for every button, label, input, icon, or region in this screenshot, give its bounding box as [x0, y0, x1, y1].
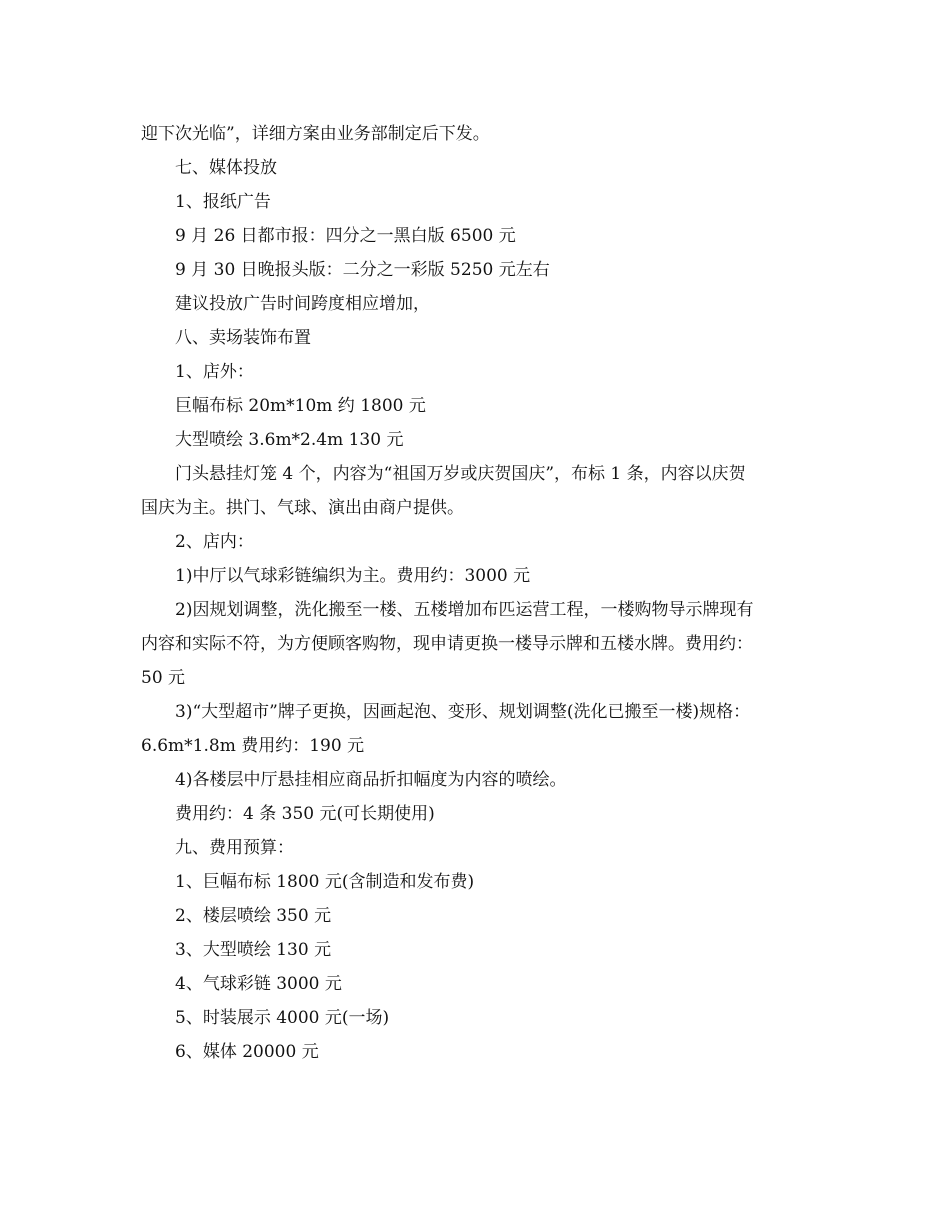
document-body — [141, 117, 811, 1069]
paragraph-line: 1)中厅以气球彩链编织为主。费用约：3000 元 — [175, 566, 531, 586]
budget-item: 6、媒体 20000 元 — [175, 1042, 319, 1062]
paragraph-line: 大型喷绘 3.6m*2.4m 130 元 — [175, 430, 404, 450]
paragraph-line: 1、报纸广告 — [175, 192, 271, 212]
paragraph-line: 建议投放广告时间跨度相应增加， — [175, 294, 430, 314]
paragraph-line: 费用约：4 条 350 元(可长期使用) — [175, 804, 435, 824]
paragraph-line: 9 月 26 日都市报：四分之一黑白版 6500 元 — [175, 226, 516, 246]
section-heading-media: 七、媒体投放 — [175, 158, 277, 178]
section-heading-budget: 九、费用预算： — [175, 838, 294, 858]
budget-item: 5、时装展示 4000 元(一场) — [175, 1008, 390, 1028]
paragraph-line: 迎下次光临”，详细方案由业务部制定后下发。 — [141, 124, 490, 144]
paragraph-line: 巨幅布标 20m*10m 约 1800 元 — [175, 396, 426, 416]
budget-item: 4、气球彩链 3000 元 — [175, 974, 342, 994]
paragraph-line: 3)“大型超市”牌子更换，因画起泡、变形、规划调整(洗化已搬至一楼)规格： — [175, 702, 751, 722]
paragraph-line: 2、店内： — [175, 532, 254, 552]
budget-item: 1、巨幅布标 1800 元(含制造和发布费) — [175, 872, 475, 892]
paragraph-line: 6.6m*1.8m 费用约：190 元 — [141, 736, 365, 756]
paragraph-line: 9 月 30 日晚报头版：二分之一彩版 5250 元左右 — [175, 260, 550, 280]
paragraph-line: 内容和实际不符，为方便顾客购物，现申请更换一楼导示牌和五楼水牌。费用约： — [141, 634, 753, 654]
paragraph-line: 2)因规划调整，洗化搬至一楼、五楼增加布匹运营工程，一楼购物导示牌现有 — [175, 600, 754, 620]
budget-item: 2、楼层喷绘 350 元 — [175, 906, 332, 926]
paragraph-line: 国庆为主。拱门、气球、演出由商户提供。 — [141, 498, 464, 518]
paragraph-line: 门头悬挂灯笼 4 个，内容为“祖国万岁或庆贺国庆”，布标 1 条，内容以庆贺 — [175, 464, 746, 484]
budget-item: 3、大型喷绘 130 元 — [175, 940, 332, 960]
section-heading-decoration: 八、卖场装饰布置 — [175, 328, 311, 348]
paragraph-line: 1、店外： — [175, 362, 254, 382]
paragraph-line: 4)各楼层中厅悬挂相应商品折扣幅度为内容的喷绘。 — [175, 770, 567, 790]
paragraph-line: 50 元 — [141, 668, 186, 688]
